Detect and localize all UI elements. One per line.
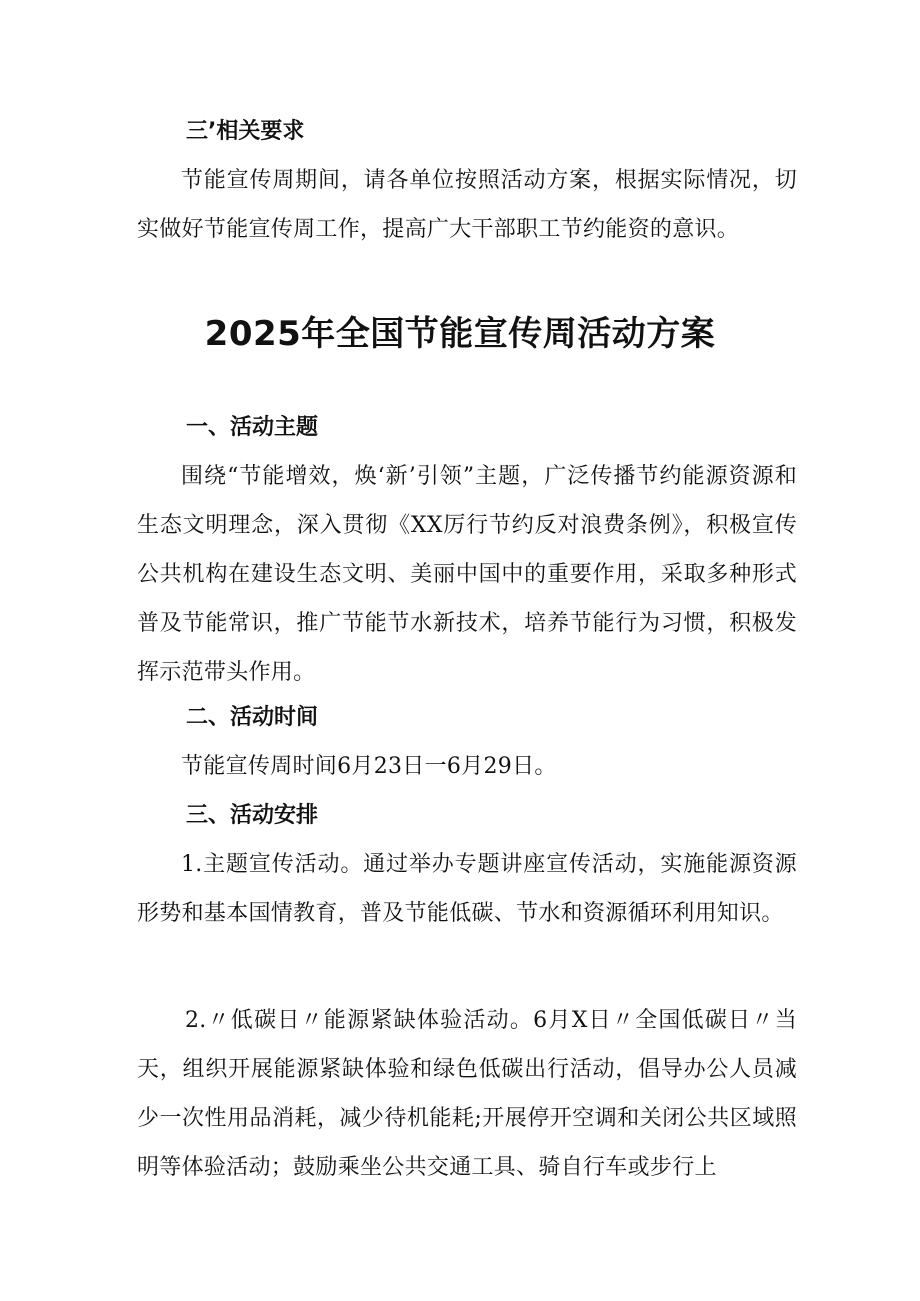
previous-section-heading: 三’相关要求 xyxy=(186,119,305,144)
section-heading-theme: 一、活动主题 xyxy=(186,415,319,440)
section-paragraph-theme: 围绕“节能增效，焕‘新’引领”主题，广泛传播节约能源资源和生态文明理念，深入贯彻《XX厉行节约反对浪费条例》，积极宣传公共机构在建设生态文明、美丽中国中的重要作用，采取多种形式普及节能常识，推广节能节水新技术，培养节能行为习惯，积极发挥示范带头作用。 xyxy=(137,464,797,685)
section-heading-time: 二、活动时间 xyxy=(186,705,319,730)
document-title: 2025年全国节能宣传周活动方案 xyxy=(204,314,716,354)
previous-section-paragraph: 节能宣传周期间，请各单位按照活动方案，根据实际情况，切实做好节能宣传周工作，提高广大干部职工节约能资的意识。 xyxy=(137,168,797,242)
arrangement-item-2: 2.〃低碳日〃能源紧缺体验活动。6月X日〃全国低碳日〃当天，组织开展能源紧缺体验和绿色低碳出行活动，倡导办公人员减少一次性用品消耗，减少待机能耗;开展停开空调和关闭公共区域照明等体验活动；鼓励乘坐公共交通工具、骑自行车或步行上 xyxy=(137,1008,797,1180)
arrangement-item-1: 1.主题宣传活动。通过举办专题讲座宣传活动，实施能源资源形势和基本国情教育，普及节能低碳、节水和资源循环利用知识。 xyxy=(137,852,797,926)
section-paragraph-time: 节能宣传周时间6月23日一6月29日。 xyxy=(181,754,557,779)
section-heading-arrangement: 三、活动安排 xyxy=(186,803,319,828)
